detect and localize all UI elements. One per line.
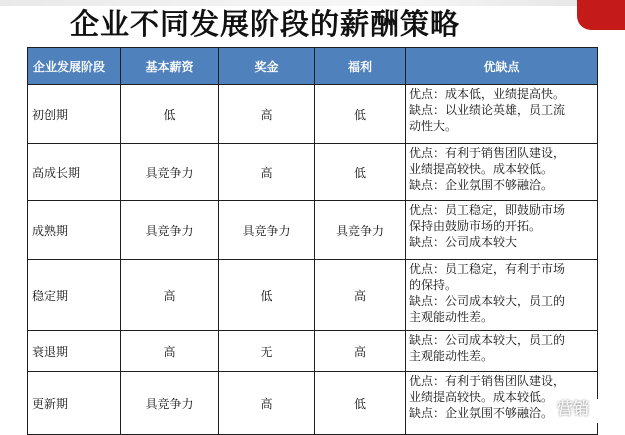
header-benefits: 福利	[315, 48, 406, 85]
note-line: 动性大。	[409, 119, 458, 133]
benefit-cell: 高	[315, 260, 406, 331]
base-salary-cell: 具竞争力	[121, 372, 219, 435]
note-line: 优点：员工稳定，有利于市场	[409, 262, 566, 276]
stage-cell: 更新期	[28, 372, 121, 435]
note-line: 的保持。	[409, 278, 458, 292]
page-title: 企业不同发展阶段的薪酬策略	[70, 7, 461, 41]
base-salary-cell: 具竞争力	[121, 201, 219, 260]
table-row	[28, 144, 598, 201]
bonus-cell: 高	[219, 372, 315, 435]
corner-logo	[577, 0, 625, 30]
benefit-cell: 低	[315, 144, 406, 201]
base-salary-cell: 高	[121, 331, 219, 372]
pros-cons-cell	[406, 260, 598, 331]
header-stage: 企业发展阶段	[28, 48, 121, 85]
benefit-cell: 具竞争力	[315, 201, 406, 260]
table-row	[28, 201, 598, 260]
table-row	[28, 331, 598, 372]
note-line: 优点：成本低，业绩提高快。	[409, 87, 566, 101]
table-row	[28, 85, 598, 144]
note-line: 主观能动性差。	[409, 310, 494, 324]
table-row	[28, 260, 598, 331]
base-salary-cell: 具竞争力	[121, 144, 219, 201]
stage-cell: 高成长期	[28, 144, 121, 201]
note-line: 缺点：企业氛围不够融洽。	[409, 406, 554, 420]
note-line: 优点：有利于销售团队建设，	[409, 374, 566, 388]
stage-cell: 衰退期	[28, 331, 121, 372]
benefit-cell: 低	[315, 372, 406, 435]
pros-cons-cell	[406, 85, 598, 144]
note-line: 主观能动性差。	[409, 349, 494, 363]
note-line: 缺点：公司成本较大，员工的	[409, 294, 566, 308]
note-line: 业绩提高较快。成本较低。	[409, 390, 554, 404]
table-row	[28, 372, 598, 435]
base-salary-cell: 高	[121, 260, 219, 331]
watermark-logo	[591, 399, 625, 423]
pros-cons-cell	[406, 201, 598, 260]
pros-cons-cell	[406, 331, 598, 372]
stage-cell: 成熟期	[28, 201, 121, 260]
benefit-cell: 低	[315, 85, 406, 144]
note-line: 缺点：企业氛围不够融洽。	[409, 178, 554, 192]
table-header-row	[28, 48, 598, 85]
bonus-cell: 低	[219, 260, 315, 331]
benefit-cell: 高	[315, 331, 406, 372]
watermark-text: 营销	[556, 399, 589, 418]
bonus-cell: 具竞争力	[219, 201, 315, 260]
note-line: 优点：有利于销售团队建设，	[409, 146, 566, 160]
header-base-salary: 基本薪资	[121, 48, 219, 85]
bonus-cell: 无	[219, 331, 315, 372]
bonus-cell: 高	[219, 144, 315, 201]
note-line: 业绩提高较快。成本较低。	[409, 162, 554, 176]
note-line: 缺点：公司成本较大	[409, 235, 518, 249]
note-line: 缺点：以业绩论英雄，员工流	[409, 103, 566, 117]
salary-strategy-table	[27, 47, 598, 435]
note-line: 保持由鼓励市场的开拓。	[409, 219, 542, 233]
bonus-cell: 高	[219, 85, 315, 144]
note-line: 缺点：公司成本较大，员工的	[409, 333, 566, 347]
header-pros-cons: 优缺点	[406, 48, 598, 85]
base-salary-cell: 低	[121, 85, 219, 144]
note-line: 优点：员工稳定，即鼓励市场	[409, 203, 566, 217]
stage-cell: 初创期	[28, 85, 121, 144]
pros-cons-cell	[406, 144, 598, 201]
header-bonus: 奖金	[219, 48, 315, 85]
stage-cell: 稳定期	[28, 260, 121, 331]
